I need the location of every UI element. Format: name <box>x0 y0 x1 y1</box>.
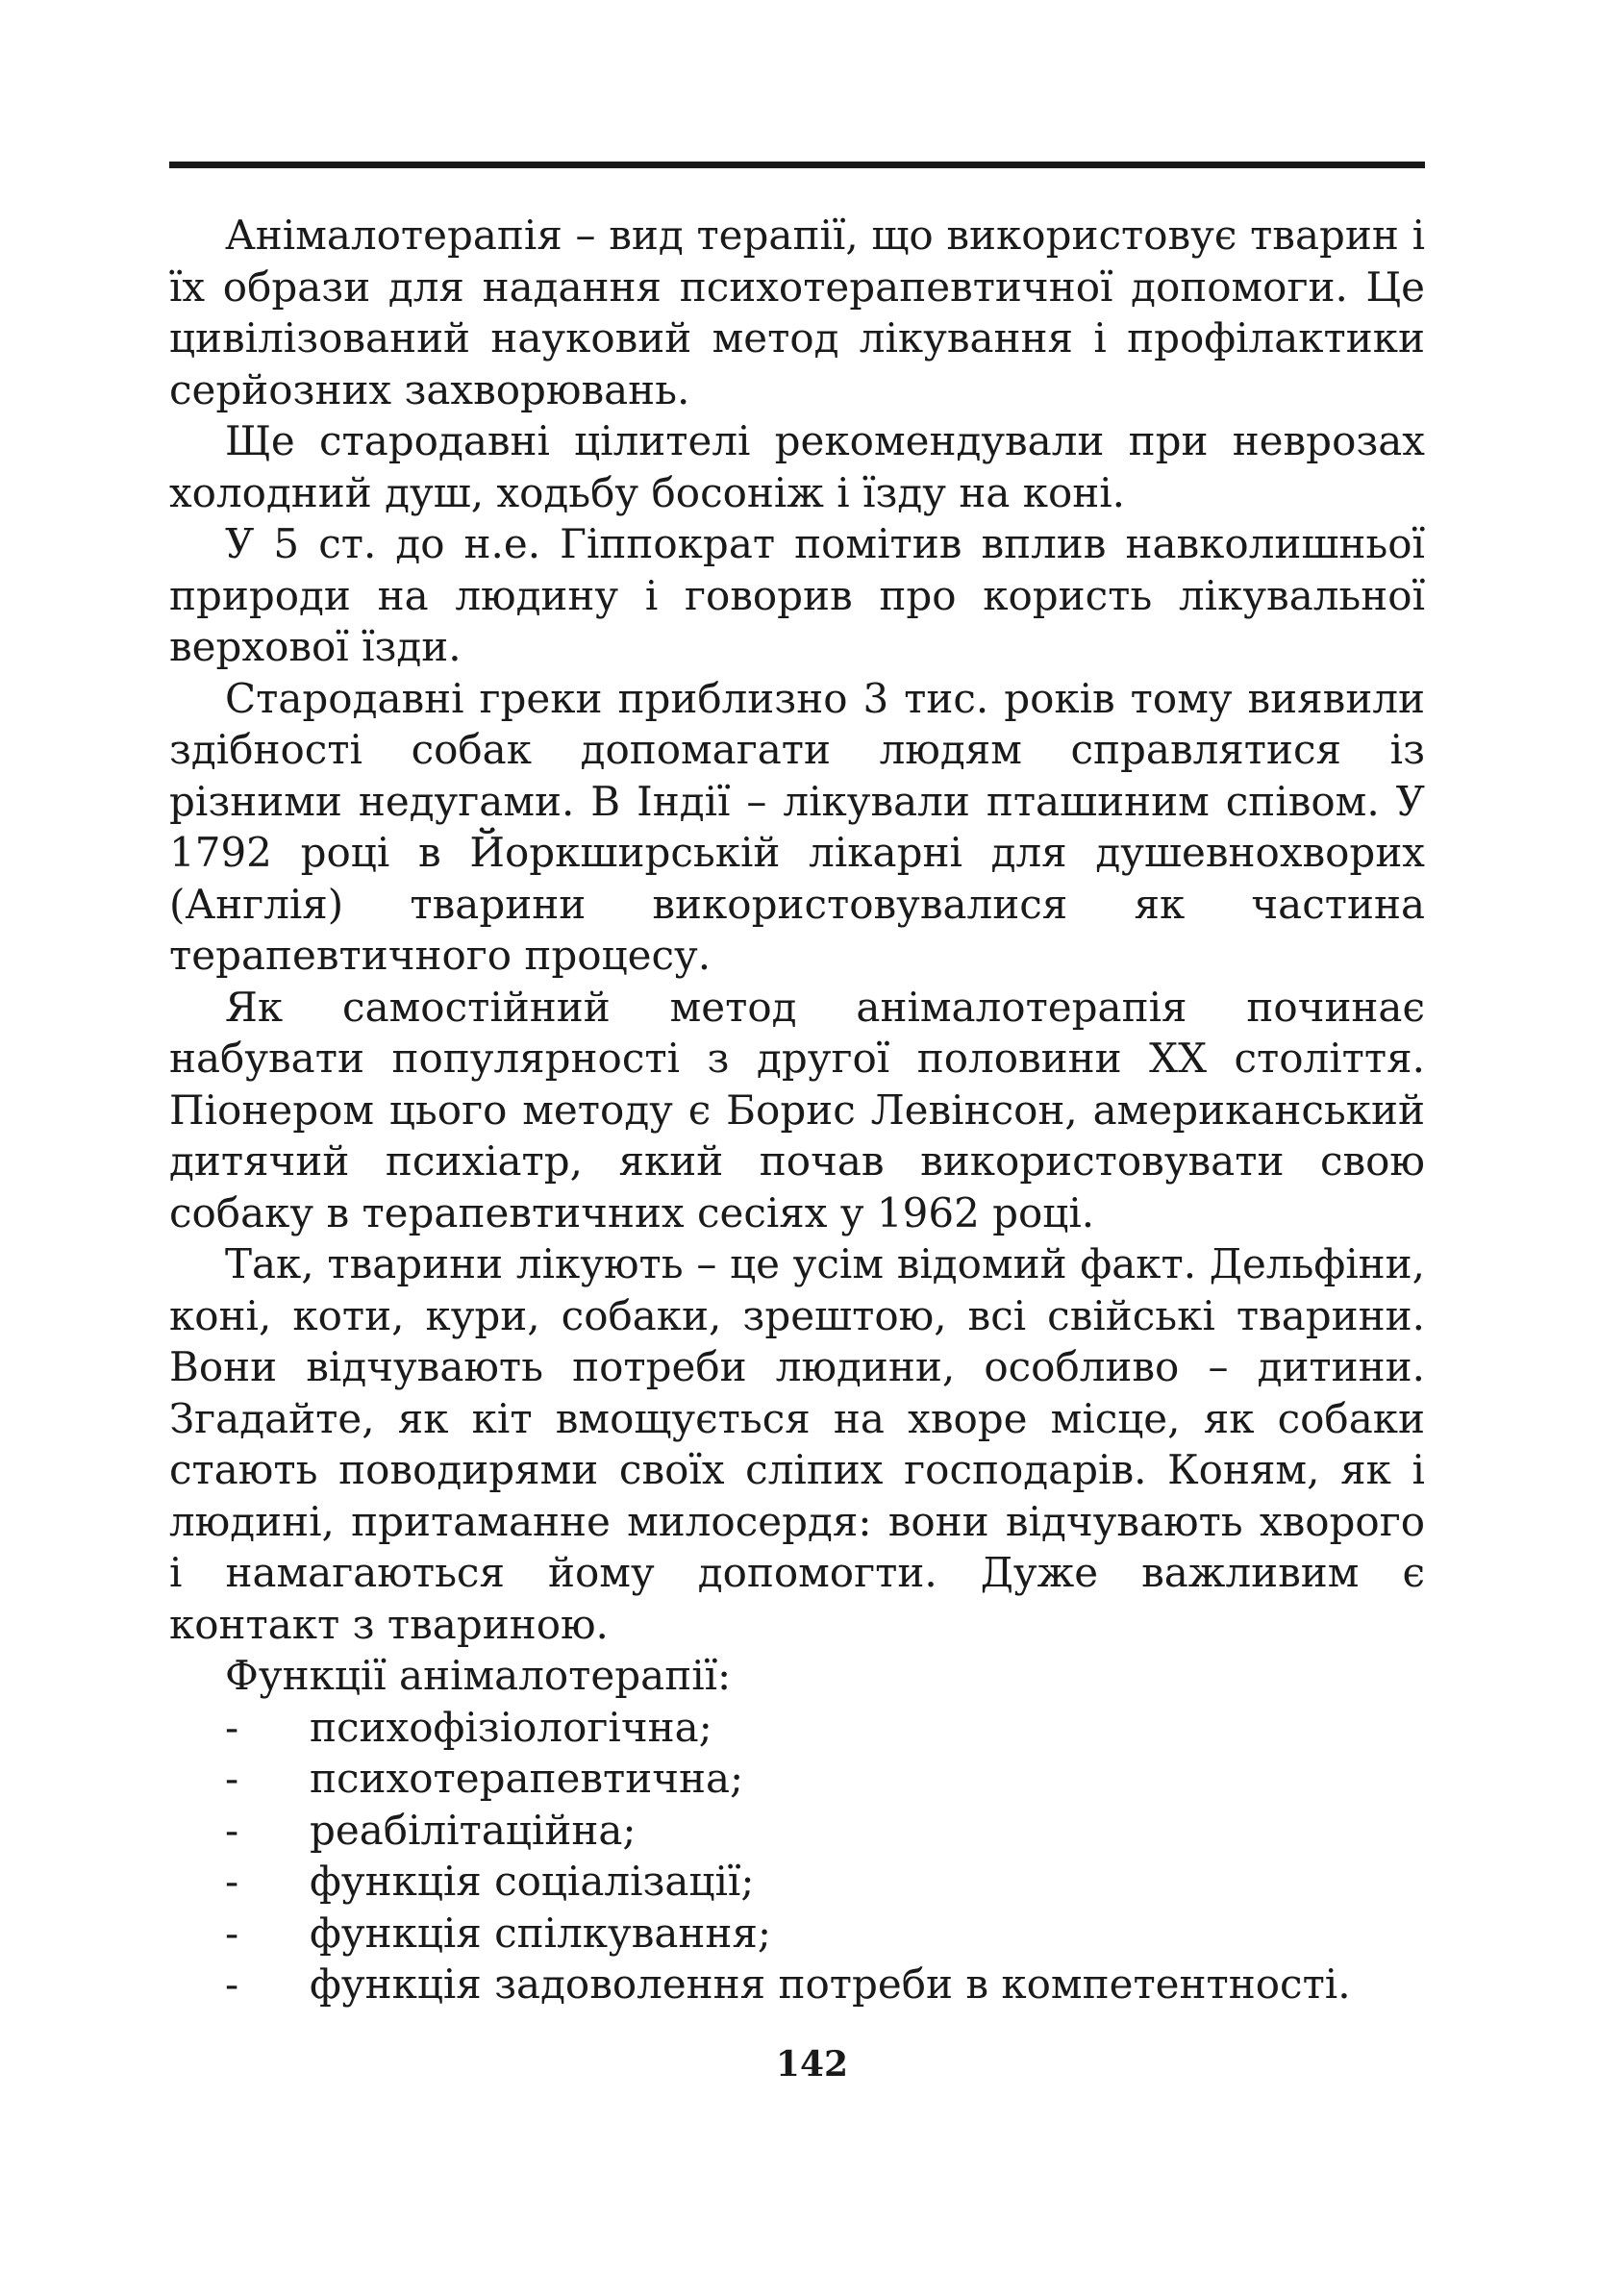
list-dash: - <box>225 1960 239 2008</box>
list-dash: - <box>225 1703 239 1751</box>
page-number: 142 <box>775 2044 849 2085</box>
list-dash: - <box>225 1755 239 1802</box>
list-item <box>169 1856 1425 1908</box>
list-item-text: психофізіологічна; <box>310 1703 712 1751</box>
functions-list <box>169 1702 1425 2010</box>
list-item <box>169 1753 1425 1805</box>
list-item-text: функція соціалізації; <box>310 1858 755 1905</box>
list-item-text: функція спілкування; <box>310 1909 772 1957</box>
list-item-text: функція задоволення потреби в компетентності. <box>310 1960 1351 2008</box>
paragraph-definition: Анімалотерапія – вид терапії, що використовує тварин і їх образи для надання психотерапевтичної допомоги. Це цивілізований науковий метод лікування і профілактики серйозних захворювань. <box>169 212 1425 413</box>
functions-list-heading: Функції анімалотерапії: <box>225 1652 732 1699</box>
header-rule <box>169 162 1425 168</box>
page-body <box>169 210 1425 2010</box>
list-item-text: психотерапевтична; <box>310 1755 744 1802</box>
list-item <box>169 1805 1425 1857</box>
list-dash: - <box>225 1858 239 1905</box>
paragraph-hippocrates: У 5 ст. до н.е. Гіппократ помітив вплив навколишньої природи на людину і говорив про користь лікувальної верхової їзди. <box>169 520 1425 670</box>
list-item-text: реабілітаційна; <box>310 1806 637 1854</box>
list-dash: - <box>225 1806 239 1854</box>
list-item <box>169 1702 1425 1754</box>
paragraph-animals-heal: Так, тварини лікують – це усім відомий факт. Дельфіни, коні, коти, кури, собаки, зрештою, всі свійські тварини. Вони відчувають потреби людини, особливо – дитини. Згадайте, як кіт вмощується на хворе місце, як собаки стають поводирями своїх сліпих господарів. Коням, як і людині, притаманне милосердя: вони відчувають хворого і намагаються йому допомогти. Дуже важливим є контакт з твариною. <box>169 1240 1425 1648</box>
list-dash: - <box>225 1909 239 1957</box>
list-item <box>169 1959 1425 2010</box>
paragraph-greeks-history: Стародавні греки приблизно 3 тис. років тому виявили здібності собак допомагати людям справлятися із різними недугами. В Індії – лікували пташиним співом. У 1792 році в Йоркширській лікарні для душевнохворих (Англія) тварини використовувалися як частина терапевтичного процесу. <box>169 674 1425 979</box>
list-item <box>169 1908 1425 1960</box>
paragraph-ancient-healers: Ще стародавні цілителі рекомендували при неврозах холодний душ, ходьбу босоніж і їзду на коні. <box>169 417 1425 516</box>
paragraph-levinson: Як самостійний метод анімалотерапія починає набувати популярності з другої половини XX століття. Піонером цього методу є Борис Левінсон, американський дитячий психіатр, який почав використовувати свою собаку в терапевтичних сесіях у 1962 році. <box>169 983 1425 1236</box>
